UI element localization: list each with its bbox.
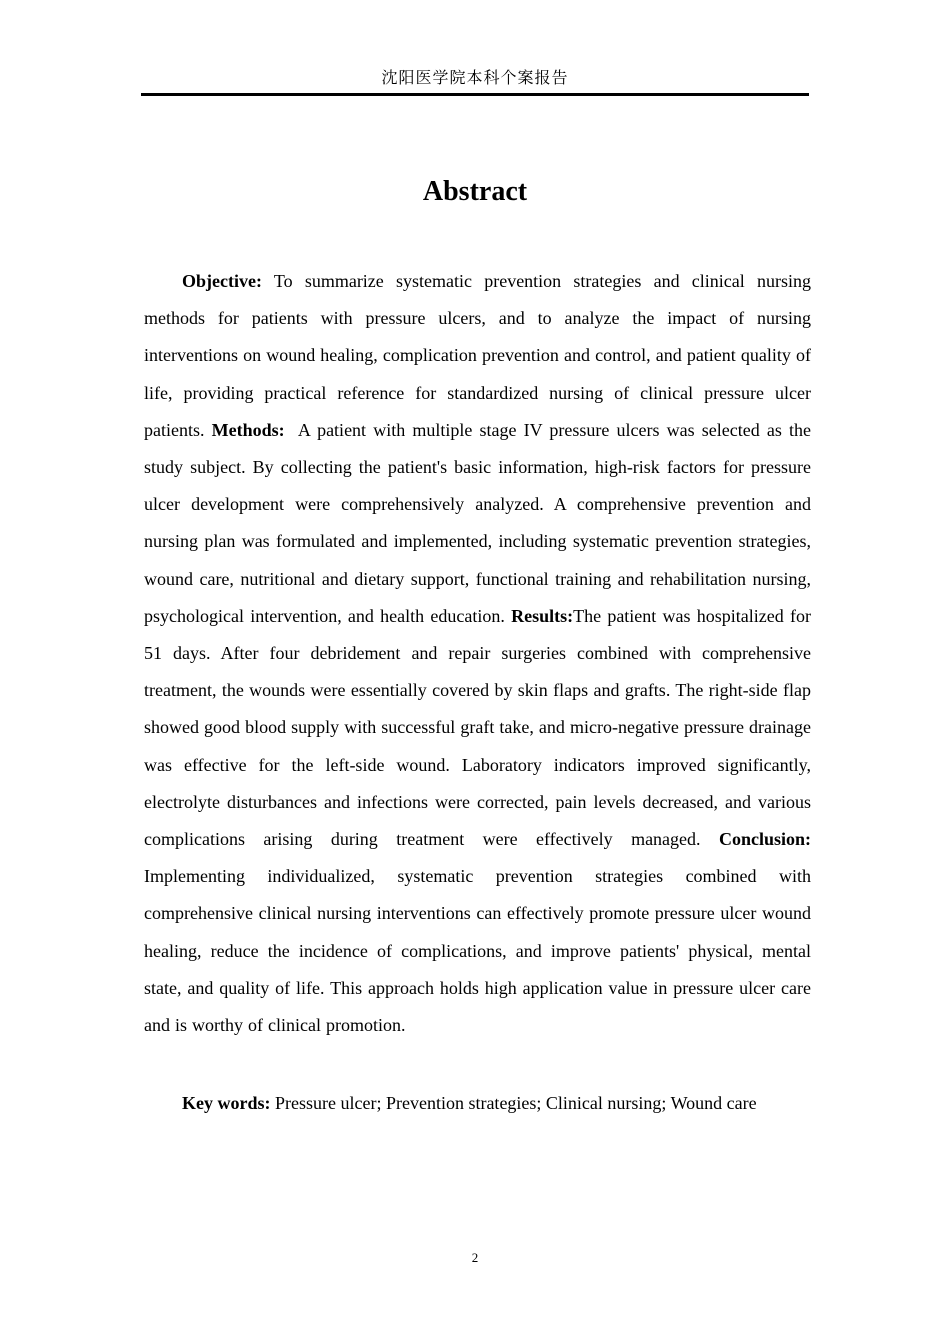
conclusion-text: Implementing individualized, systematic prevention strategies combined with comprehensive clinical nursing interventions can effectively promote pressure ulcer wound healing, reduce the incidence of complications, and improve patients' physical, mental state, and quality of life. This approach holds high application value in pressure ulcer care and is worthy of clinical promotion. (144, 866, 811, 1036)
methods-text: A patient with multiple stage IV pressure ulcers was selected as the study subject. By collecting the patient's basic information, high-risk factors for pressure ulcer development were comprehensively analyzed. A comprehensive prevention and nursing plan was formulated and implemented, including systematic prevention strategies, wound care, nutritional and dietary support, functional training and rehabilitation nursing, psychological intervention, and health education. (144, 419, 816, 626)
page-number: 2 (471, 1250, 479, 1265)
header-divider (141, 93, 809, 96)
abstract-paragraph (144, 263, 816, 1044)
results-text: The patient was hospitalized for 51 days. After four debridement and repair surgeries combined with comprehensive treatment, the wounds were essentially covered by skin flaps and grafts. The right-side flap showed good blood supply with successful graft take, and micro-negative pressure drainage was effective for the left-side wound. Laboratory indicators improved significantly, electrolyte disturbances and infections were corrected, pain levels decreased, and various complications arising during treatment were effectively managed. (144, 605, 811, 850)
conclusion-label: Conclusion: (718, 829, 811, 850)
methods-label: Methods: (211, 419, 285, 440)
keywords-text: Pressure ulcer; Prevention strategies; Clinical nursing; Wound care (270, 1093, 757, 1113)
objective-text: To summarize systematic prevention strategies and clinical nursing methods for patients with pressure ulcers, and to analyze the impact of nursing interventions on wound healing, complication prevention and control, and patient quality of life, providing practical reference for standardized nursing of clinical pressure ulcer patients. (144, 271, 811, 440)
abstract-title: Abstract (422, 176, 528, 207)
page-header: 沈阳医学院本科个案报告 (381, 68, 569, 87)
keywords-label: Key words: (182, 1093, 271, 1113)
objective-label: Objective: (182, 271, 262, 291)
results-label: Results: (511, 605, 574, 626)
keywords-paragraph (144, 1086, 811, 1120)
